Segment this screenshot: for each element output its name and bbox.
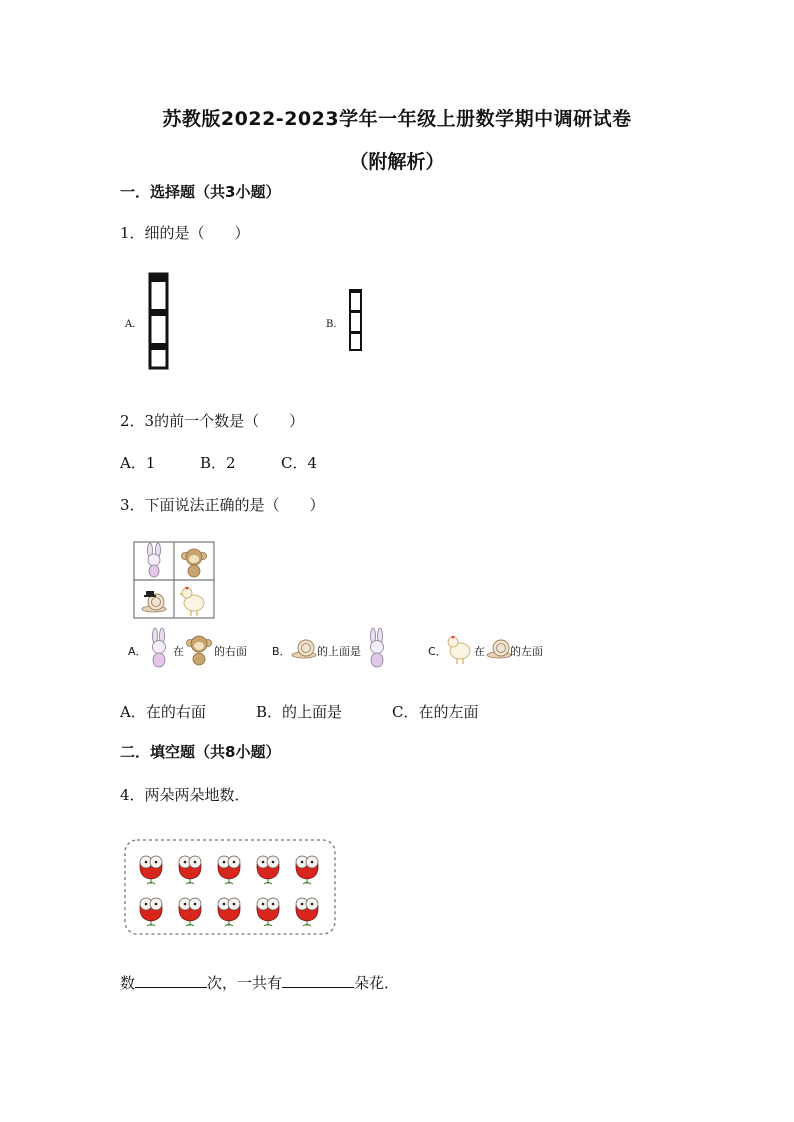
- flower-icon: [218, 898, 240, 926]
- q3-figure-option-c-tail: 的左面: [510, 645, 543, 658]
- question-3-option-a: A．在的右面: [120, 703, 206, 721]
- q3-figure-option-c-label: C．: [428, 645, 447, 658]
- question-3-option-b: B．的上面是: [256, 703, 343, 721]
- thin-frame-figure: [348, 288, 364, 354]
- thick-frame-figure: [148, 272, 170, 372]
- rabbit-icon: [146, 628, 172, 670]
- flower-icon: [140, 856, 162, 884]
- question-4-stem: 4．两朵两朵地数．: [120, 786, 250, 804]
- q3-figure-option-a-label: A．: [128, 645, 147, 658]
- question-3-option-c: C．在的左面: [392, 703, 479, 721]
- flower-icon: [179, 856, 201, 884]
- flower-icon: [257, 856, 279, 884]
- flower-box: [123, 838, 337, 936]
- total-flowers-blank[interactable]: [282, 973, 354, 988]
- answer-prefix: 数: [120, 974, 136, 992]
- monkey-icon: [186, 633, 212, 667]
- animal-grid: [133, 541, 215, 619]
- q3-figure-option-b-tail: 的上面是: [317, 645, 361, 658]
- question-2-option-b: B．2: [200, 454, 236, 472]
- question-2-option-a: A．1: [120, 454, 156, 472]
- document-subtitle: （附解析）: [349, 151, 445, 173]
- question-2-option-c: C．4: [281, 454, 318, 472]
- rabbit-icon: [364, 628, 390, 670]
- flower-icon: [257, 898, 279, 926]
- question-3-stem: 3．下面说法正确的是（ ）: [120, 496, 325, 514]
- section-heading-choice: 一．选择题（共3小题）: [120, 183, 281, 201]
- question-4-answer-line: [120, 972, 399, 993]
- flower-icon: [296, 856, 318, 884]
- question-1-option-b-label: B．: [326, 319, 344, 330]
- answer-suffix: 朵花．: [354, 974, 400, 992]
- count-times-blank[interactable]: [135, 973, 207, 988]
- document-title: 苏教版2022-2023学年一年级上册数学期中调研试卷: [162, 108, 632, 130]
- chicken-icon: [446, 634, 472, 666]
- question-1-option-a-label: A．: [125, 319, 143, 330]
- snail-icon: [486, 638, 512, 662]
- flower-icon: [296, 898, 318, 926]
- section-heading-fill-in: 二．填空题（共8小题）: [120, 743, 281, 761]
- question-1-stem: 1．细的是（ ）: [120, 224, 250, 242]
- answer-mid: 次，一共有: [207, 974, 283, 992]
- question-2-stem: 2．3的前一个数是（ ）: [120, 412, 305, 430]
- q3-figure-option-a-tail: 的右面: [214, 645, 247, 658]
- flower-icon: [218, 856, 240, 884]
- snail-icon: [291, 638, 317, 662]
- q3-figure-option-a-in: 在: [173, 645, 184, 658]
- q3-figure-option-b-label: B．: [272, 645, 291, 658]
- flower-icon: [140, 898, 162, 926]
- flower-icon: [179, 898, 201, 926]
- q3-figure-option-c-in: 在: [474, 645, 485, 658]
